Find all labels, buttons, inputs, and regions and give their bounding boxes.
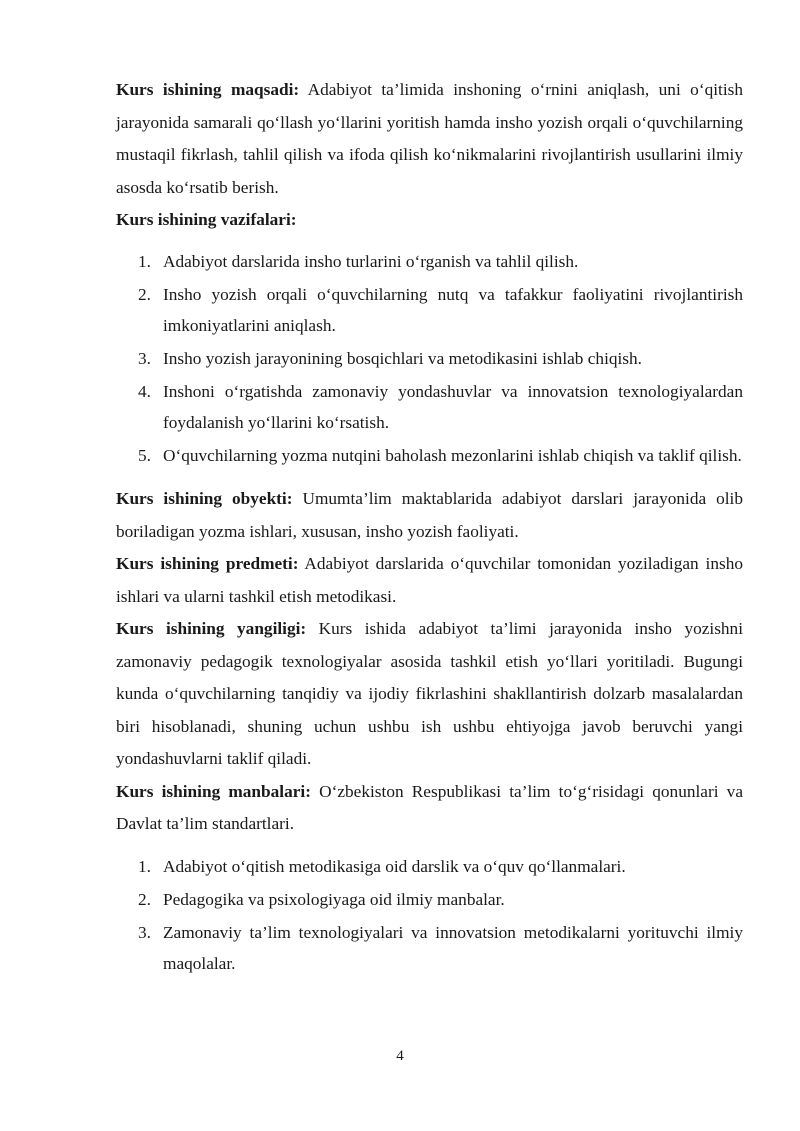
subject-label: Kurs ishining predmeti: [116,554,299,573]
sources-list [116,851,743,979]
list-item-text: Inshoni o‘rgatishda zamonaviy yondashuvlar va innovatsion texnologiyalardan foydalanish yo‘llarini ko‘rsatish. [163,382,743,432]
novelty-paragraph [116,613,743,776]
list-item-text: Zamonaviy ta’lim texnologiyalari va innovatsion metodikalarni yorituvchi ilmiy maqolalar. [163,922,743,973]
list-item-text: Adabiyot darslarida insho turlarini o‘rganish va tahlil qilish. [163,252,579,271]
list-item-number: 1. [138,856,151,876]
sources-paragraph [116,776,743,841]
list-item [116,279,743,341]
list-item-number: 2. [138,889,151,909]
page-content [116,74,743,979]
list-item-number: 3. [138,922,151,942]
goal-label: Kurs ishining maqsadi: [116,80,300,99]
goal-paragraph [116,74,743,204]
list-item-text: O‘quvchilarning yozma nutqini baholash mezonlarini ishlab chiqish va taklif qilish. [163,446,742,465]
list-item [116,884,743,915]
tasks-heading [116,204,743,236]
list-item-number: 1. [138,252,151,271]
list-item-number: 3. [138,349,151,368]
tasks-label: Kurs ishining vazifalari: [116,210,297,229]
object-paragraph [116,483,743,548]
list-item [116,440,743,471]
list-item [116,917,743,979]
object-label: Kurs ishining obyekti: [116,489,293,508]
goal-text: Adabiyot ta’limida inshoning o‘rnini aniqlash, uni o‘qitish jarayonida samarali qo‘llash yo‘llarini yoritish hamda insho yozish orqali o‘quvchilarning mustaqil fikrlash, tahlil qilish va ifoda qilish ko‘nikmalarini rivojlantirish usullarini ilmiy asosda ko‘rsatib berish. [116,80,743,197]
page-number: 4 [396,1048,404,1064]
list-item [116,376,743,438]
novelty-text: Kurs ishida adabiyot ta’limi jarayonida insho yozishni zamonaviy pedagogik texnologiyalar asosida tashkil etish yo‘llari yoritiladi. Bugungi kunda o‘quvchilarning tanqidiy va ijodiy fikrlashini shakllantirish dolzarb masalalardan biri hisoblanadi, shuning uchun ushbu ish ushbu ehtiyojga javob beruvchi yangi yondashuvlarni taklif qiladi. [116,619,744,768]
list-item [116,246,743,277]
list-item-text: Insho yozish orqali o‘quvchilarning nutq va tafakkur faoliyatini rivojlantirish imkoniyatlarini aniqlash. [163,285,743,335]
list-item-number: 2. [138,285,151,304]
list-item-number: 5. [138,446,151,465]
tasks-list [116,246,743,471]
list-item-number: 4. [138,382,151,401]
sources-label: Kurs ishining manbalari: [116,781,311,801]
list-item [116,343,743,374]
subject-text: Adabiyot darslarida o‘quvchilar tomonidan yoziladigan insho ishlari va ularni tashkil etish metodikasi. [116,554,743,606]
subject-paragraph [116,548,743,613]
list-item-text: Pedagogika va psixologiyaga oid ilmiy manbalar. [163,889,505,909]
list-item-text: Insho yozish jarayonining bosqichlari va metodikasini ishlab chiqish. [163,349,642,368]
object-text: Umumta’lim maktablarida adabiyot darslari jarayonida olib boriladigan yozma ishlari, xususan, insho yozish faoliyati. [116,489,743,541]
novelty-label: Kurs ishining yangiligi: [116,619,307,638]
sources-text: O‘zbekiston Respublikasi ta’lim to‘g‘risidagi qonunlari va Davlat ta’lim standartlari. [116,781,743,833]
list-item-text: Adabiyot o‘qitish metodikasiga oid darslik va o‘quv qo‘llanmalari. [163,856,626,876]
list-item [116,851,743,882]
